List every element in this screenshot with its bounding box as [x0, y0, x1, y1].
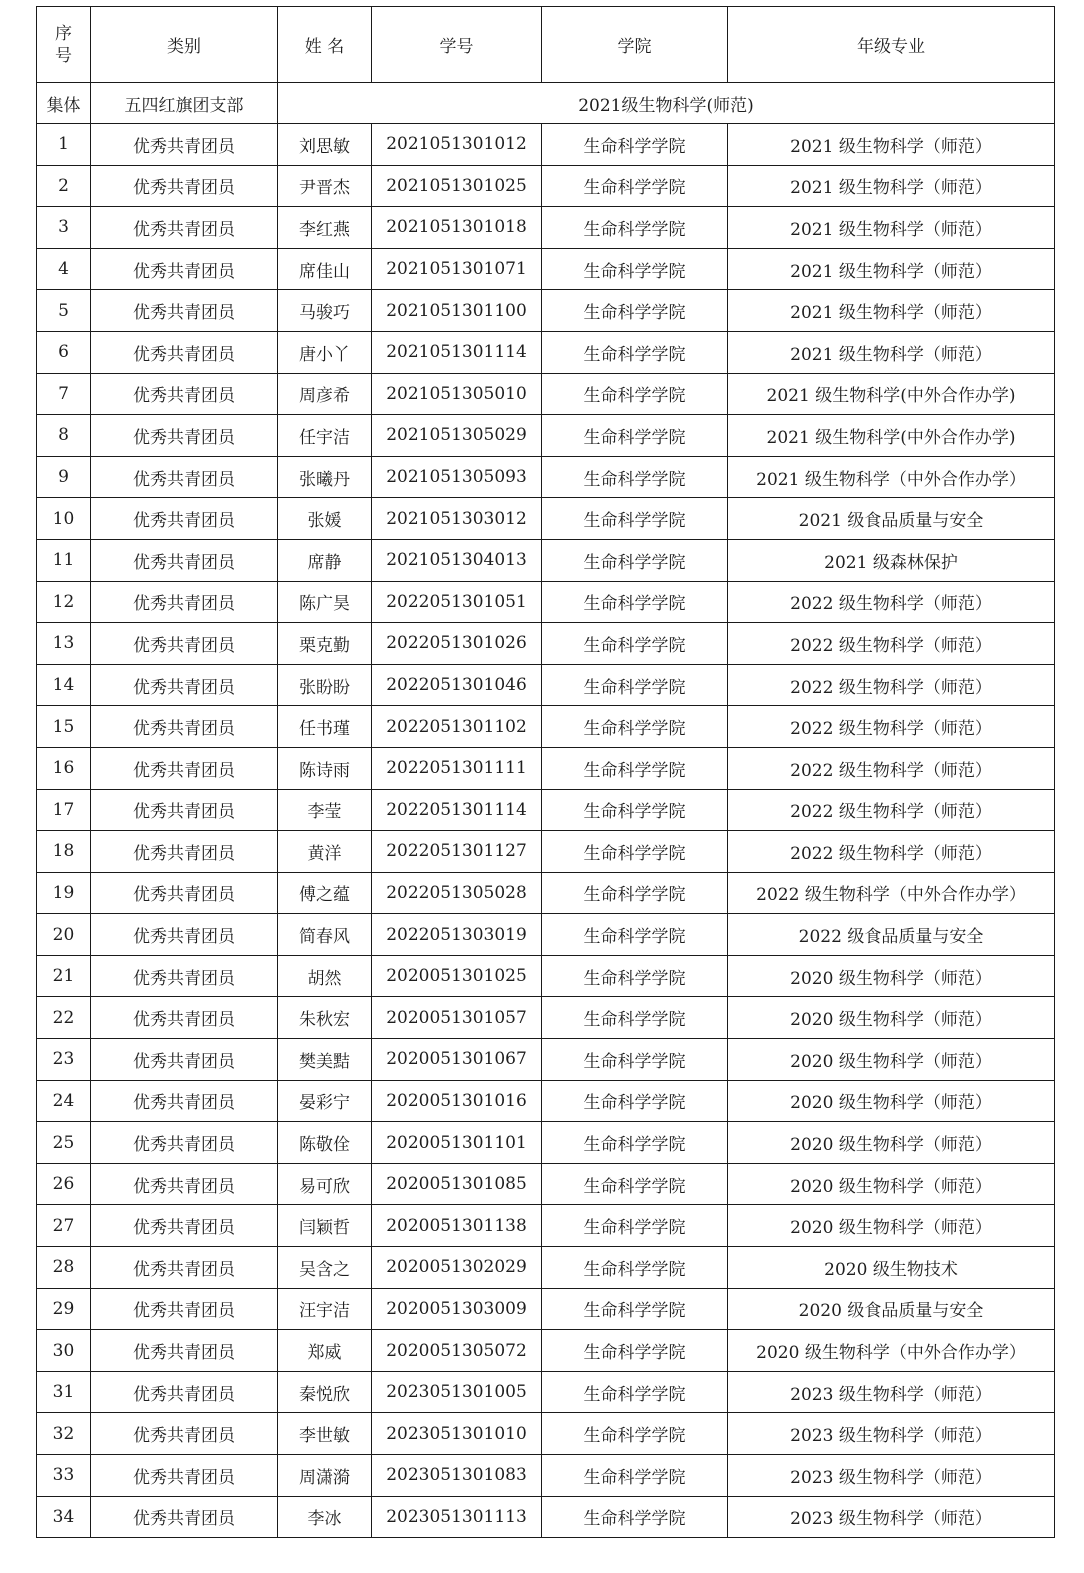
cell-student-id: 2020051301067	[372, 1039, 542, 1081]
cell-student-id: 2022051301051	[372, 581, 542, 623]
header-student-id: 学号	[372, 7, 542, 83]
cell-name: 马骏巧	[278, 290, 372, 332]
cell-category: 优秀共青团员	[91, 1247, 278, 1289]
cell-name: 李红燕	[278, 207, 372, 249]
cell-student-id: 2022051301127	[372, 831, 542, 873]
cell-grade-major: 2023 级生物科学（师范）	[728, 1455, 1055, 1497]
table-row	[37, 1330, 1055, 1372]
collective-unit: 2021级生物科学(师范)	[278, 83, 1055, 124]
cell-category: 优秀共青团员	[91, 1371, 278, 1413]
cell-grade-major: 2020 级生物科学（师范）	[728, 1080, 1055, 1122]
cell-category: 优秀共青团员	[91, 914, 278, 956]
cell-category: 优秀共青团员	[91, 207, 278, 249]
cell-student-id: 2023051301113	[372, 1496, 542, 1538]
cell-seq: 20	[37, 914, 91, 956]
cell-name: 李冰	[278, 1496, 372, 1538]
table-row	[37, 789, 1055, 831]
cell-grade-major: 2022 级生物科学（师范）	[728, 706, 1055, 748]
cell-seq: 6	[37, 331, 91, 373]
header-row	[37, 7, 1055, 83]
cell-seq: 19	[37, 872, 91, 914]
cell-seq: 12	[37, 581, 91, 623]
table-body	[37, 83, 1055, 1538]
cell-student-id: 2021051301018	[372, 207, 542, 249]
honor-list-document	[36, 6, 1055, 1538]
table-row	[37, 1205, 1055, 1247]
cell-seq: 10	[37, 498, 91, 540]
cell-grade-major: 2022 级生物科学（师范）	[728, 789, 1055, 831]
cell-category: 优秀共青团员	[91, 664, 278, 706]
table-row	[37, 1247, 1055, 1289]
cell-grade-major: 2021 级生物科学（师范）	[728, 165, 1055, 207]
table-row	[37, 1288, 1055, 1330]
table-row	[37, 165, 1055, 207]
cell-college: 生命科学学院	[542, 415, 728, 457]
cell-category: 优秀共青团员	[91, 331, 278, 373]
table-row	[37, 290, 1055, 332]
cell-grade-major: 2020 级生物科学（师范）	[728, 997, 1055, 1039]
cell-college: 生命科学学院	[542, 1080, 728, 1122]
cell-college: 生命科学学院	[542, 1330, 728, 1372]
table-row	[37, 331, 1055, 373]
cell-grade-major: 2022 级生物科学（师范）	[728, 831, 1055, 873]
table-row	[37, 373, 1055, 415]
cell-name: 郑威	[278, 1330, 372, 1372]
cell-grade-major: 2021 级生物科学（师范）	[728, 207, 1055, 249]
cell-seq: 26	[37, 1163, 91, 1205]
cell-student-id: 2023051301005	[372, 1371, 542, 1413]
table-row	[37, 1039, 1055, 1081]
cell-name: 易可欣	[278, 1163, 372, 1205]
cell-category: 优秀共青团员	[91, 415, 278, 457]
header-name: 姓 名	[278, 7, 372, 83]
cell-student-id: 2021051301025	[372, 165, 542, 207]
cell-college: 生命科学学院	[542, 789, 728, 831]
cell-category: 优秀共青团员	[91, 498, 278, 540]
cell-grade-major: 2020 级食品质量与安全	[728, 1288, 1055, 1330]
cell-category: 优秀共青团员	[91, 1122, 278, 1164]
cell-college: 生命科学学院	[542, 498, 728, 540]
cell-college: 生命科学学院	[542, 997, 728, 1039]
header-grade-major: 年级专业	[728, 7, 1055, 83]
table-row	[37, 539, 1055, 581]
cell-category: 优秀共青团员	[91, 1330, 278, 1372]
cell-student-id: 2022051301102	[372, 706, 542, 748]
table-row	[37, 248, 1055, 290]
cell-name: 任书瑾	[278, 706, 372, 748]
table-row	[37, 955, 1055, 997]
cell-student-id: 2023051301083	[372, 1455, 542, 1497]
cell-student-id: 2021051301100	[372, 290, 542, 332]
cell-student-id: 2020051301057	[372, 997, 542, 1039]
cell-seq: 4	[37, 248, 91, 290]
cell-name: 张曦丹	[278, 456, 372, 498]
cell-grade-major: 2023 级生物科学（师范）	[728, 1413, 1055, 1455]
cell-category: 优秀共青团员	[91, 456, 278, 498]
table-row	[37, 581, 1055, 623]
collective-row	[37, 83, 1055, 124]
cell-college: 生命科学学院	[542, 955, 728, 997]
cell-name: 晏彩宁	[278, 1080, 372, 1122]
cell-student-id: 2021051303012	[372, 498, 542, 540]
table-row	[37, 1080, 1055, 1122]
header-category: 类别	[91, 7, 278, 83]
table-row	[37, 831, 1055, 873]
table-row	[37, 124, 1055, 166]
cell-student-id: 2020051303009	[372, 1288, 542, 1330]
cell-grade-major: 2020 级生物科学（师范）	[728, 1163, 1055, 1205]
cell-category: 优秀共青团员	[91, 1455, 278, 1497]
collective-label: 集体	[37, 83, 91, 124]
cell-seq: 16	[37, 747, 91, 789]
table-row	[37, 456, 1055, 498]
cell-seq: 5	[37, 290, 91, 332]
cell-grade-major: 2022 级生物科学（师范）	[728, 581, 1055, 623]
cell-name: 尹晋杰	[278, 165, 372, 207]
honor-list-table	[36, 6, 1055, 1538]
cell-name: 闫颖哲	[278, 1205, 372, 1247]
cell-college: 生命科学学院	[542, 1413, 728, 1455]
table-row	[37, 747, 1055, 789]
cell-seq: 14	[37, 664, 91, 706]
table-header	[37, 7, 1055, 83]
cell-student-id: 2022051301111	[372, 747, 542, 789]
cell-name: 陈广昊	[278, 581, 372, 623]
cell-college: 生命科学学院	[542, 456, 728, 498]
table-row	[37, 1122, 1055, 1164]
cell-grade-major: 2021 级生物科学(中外合作办学)	[728, 373, 1055, 415]
cell-college: 生命科学学院	[542, 914, 728, 956]
cell-name: 陈敬佺	[278, 1122, 372, 1164]
table-row	[37, 415, 1055, 457]
table-row	[37, 623, 1055, 665]
cell-grade-major: 2021 级生物科学（师范）	[728, 331, 1055, 373]
cell-seq: 8	[37, 415, 91, 457]
table-row	[37, 1163, 1055, 1205]
cell-seq: 2	[37, 165, 91, 207]
table-row	[37, 1496, 1055, 1538]
cell-name: 陈诗雨	[278, 747, 372, 789]
cell-grade-major: 2021 级森林保护	[728, 539, 1055, 581]
table-row	[37, 207, 1055, 249]
cell-college: 生命科学学院	[542, 248, 728, 290]
cell-seq: 17	[37, 789, 91, 831]
cell-name: 栗克勤	[278, 623, 372, 665]
cell-student-id: 2021051305093	[372, 456, 542, 498]
header-seq-bottom: 号	[55, 45, 72, 66]
cell-college: 生命科学学院	[542, 706, 728, 748]
cell-college: 生命科学学院	[542, 1455, 728, 1497]
cell-category: 优秀共青团员	[91, 1205, 278, 1247]
table-row	[37, 1455, 1055, 1497]
cell-college: 生命科学学院	[542, 373, 728, 415]
cell-student-id: 2020051301138	[372, 1205, 542, 1247]
cell-student-id: 2021051305010	[372, 373, 542, 415]
table-row	[37, 498, 1055, 540]
cell-seq: 3	[37, 207, 91, 249]
cell-seq: 33	[37, 1455, 91, 1497]
cell-name: 吴含之	[278, 1247, 372, 1289]
cell-grade-major: 2021 级生物科学(中外合作办学)	[728, 415, 1055, 457]
cell-student-id: 2022051301046	[372, 664, 542, 706]
cell-seq: 28	[37, 1247, 91, 1289]
cell-college: 生命科学学院	[542, 1288, 728, 1330]
cell-grade-major: 2022 级生物科学（师范）	[728, 664, 1055, 706]
cell-name: 唐小丫	[278, 331, 372, 373]
cell-grade-major: 2020 级生物科学（中外合作办学）	[728, 1330, 1055, 1372]
cell-college: 生命科学学院	[542, 1205, 728, 1247]
table-row	[37, 1413, 1055, 1455]
cell-category: 优秀共青团员	[91, 373, 278, 415]
cell-name: 简春风	[278, 914, 372, 956]
cell-student-id: 2022051305028	[372, 872, 542, 914]
cell-college: 生命科学学院	[542, 831, 728, 873]
cell-seq: 13	[37, 623, 91, 665]
cell-name: 樊美黠	[278, 1039, 372, 1081]
cell-category: 优秀共青团员	[91, 581, 278, 623]
cell-grade-major: 2020 级生物科学（师范）	[728, 955, 1055, 997]
cell-category: 优秀共青团员	[91, 1080, 278, 1122]
cell-seq: 34	[37, 1496, 91, 1538]
cell-student-id: 2021051301071	[372, 248, 542, 290]
cell-name: 黄洋	[278, 831, 372, 873]
cell-category: 优秀共青团员	[91, 1288, 278, 1330]
cell-student-id: 2021051301114	[372, 331, 542, 373]
cell-category: 优秀共青团员	[91, 290, 278, 332]
collective-category: 五四红旗团支部	[91, 83, 278, 124]
cell-name: 张盼盼	[278, 664, 372, 706]
cell-student-id: 2021051305029	[372, 415, 542, 457]
cell-category: 优秀共青团员	[91, 1039, 278, 1081]
cell-category: 优秀共青团员	[91, 789, 278, 831]
cell-name: 胡然	[278, 955, 372, 997]
cell-college: 生命科学学院	[542, 290, 728, 332]
cell-student-id: 2022051303019	[372, 914, 542, 956]
cell-college: 生命科学学院	[542, 581, 728, 623]
cell-seq: 29	[37, 1288, 91, 1330]
cell-college: 生命科学学院	[542, 124, 728, 166]
cell-seq: 18	[37, 831, 91, 873]
cell-college: 生命科学学院	[542, 747, 728, 789]
cell-seq: 25	[37, 1122, 91, 1164]
cell-seq: 23	[37, 1039, 91, 1081]
table-row	[37, 1371, 1055, 1413]
cell-grade-major: 2021 级生物科学（师范）	[728, 124, 1055, 166]
cell-name: 刘思敏	[278, 124, 372, 166]
cell-seq: 9	[37, 456, 91, 498]
cell-category: 优秀共青团员	[91, 623, 278, 665]
cell-seq: 24	[37, 1080, 91, 1122]
cell-college: 生命科学学院	[542, 1122, 728, 1164]
cell-college: 生命科学学院	[542, 165, 728, 207]
cell-seq: 11	[37, 539, 91, 581]
cell-category: 优秀共青团员	[91, 831, 278, 873]
cell-student-id: 2021051304013	[372, 539, 542, 581]
cell-category: 优秀共青团员	[91, 539, 278, 581]
cell-college: 生命科学学院	[542, 331, 728, 373]
cell-student-id: 2020051302029	[372, 1247, 542, 1289]
cell-student-id: 2022051301026	[372, 623, 542, 665]
cell-name: 傅之蕴	[278, 872, 372, 914]
cell-grade-major: 2021 级生物科学（中外合作办学）	[728, 456, 1055, 498]
cell-name: 李莹	[278, 789, 372, 831]
cell-college: 生命科学学院	[542, 623, 728, 665]
cell-grade-major: 2021 级生物科学（师范）	[728, 290, 1055, 332]
cell-category: 优秀共青团员	[91, 955, 278, 997]
header-seq	[37, 7, 91, 83]
cell-category: 优秀共青团员	[91, 997, 278, 1039]
cell-student-id: 2020051301025	[372, 955, 542, 997]
cell-grade-major: 2021 级食品质量与安全	[728, 498, 1055, 540]
table-row	[37, 914, 1055, 956]
cell-college: 生命科学学院	[542, 207, 728, 249]
header-college: 学院	[542, 7, 728, 83]
cell-grade-major: 2023 级生物科学（师范）	[728, 1496, 1055, 1538]
cell-college: 生命科学学院	[542, 872, 728, 914]
cell-grade-major: 2023 级生物科学（师范）	[728, 1371, 1055, 1413]
cell-grade-major: 2022 级生物科学（中外合作办学）	[728, 872, 1055, 914]
cell-name: 李世敏	[278, 1413, 372, 1455]
cell-student-id: 2021051301012	[372, 124, 542, 166]
cell-student-id: 2023051301010	[372, 1413, 542, 1455]
cell-category: 优秀共青团员	[91, 1496, 278, 1538]
cell-student-id: 2020051301101	[372, 1122, 542, 1164]
cell-grade-major: 2020 级生物科学（师范）	[728, 1039, 1055, 1081]
cell-category: 优秀共青团员	[91, 124, 278, 166]
cell-grade-major: 2020 级生物科学（师范）	[728, 1122, 1055, 1164]
cell-student-id: 2020051301085	[372, 1163, 542, 1205]
cell-seq: 15	[37, 706, 91, 748]
cell-grade-major: 2022 级生物科学（师范）	[728, 623, 1055, 665]
cell-category: 优秀共青团员	[91, 706, 278, 748]
cell-grade-major: 2021 级生物科学（师范）	[728, 248, 1055, 290]
cell-college: 生命科学学院	[542, 664, 728, 706]
cell-name: 席佳山	[278, 248, 372, 290]
cell-name: 任宇洁	[278, 415, 372, 457]
cell-college: 生命科学学院	[542, 1039, 728, 1081]
table-row	[37, 872, 1055, 914]
cell-college: 生命科学学院	[542, 1371, 728, 1413]
cell-name: 席静	[278, 539, 372, 581]
cell-category: 优秀共青团员	[91, 165, 278, 207]
cell-student-id: 2020051305072	[372, 1330, 542, 1372]
cell-category: 优秀共青团员	[91, 872, 278, 914]
cell-student-id: 2022051301114	[372, 789, 542, 831]
cell-name: 张媛	[278, 498, 372, 540]
cell-college: 生命科学学院	[542, 1496, 728, 1538]
cell-seq: 7	[37, 373, 91, 415]
cell-name: 周彦希	[278, 373, 372, 415]
table-row	[37, 664, 1055, 706]
cell-grade-major: 2020 级生物技术	[728, 1247, 1055, 1289]
cell-college: 生命科学学院	[542, 1163, 728, 1205]
cell-grade-major: 2022 级生物科学（师范）	[728, 747, 1055, 789]
cell-seq: 30	[37, 1330, 91, 1372]
cell-name: 朱秋宏	[278, 997, 372, 1039]
cell-grade-major: 2022 级食品质量与安全	[728, 914, 1055, 956]
cell-grade-major: 2020 级生物科学（师范）	[728, 1205, 1055, 1247]
cell-name: 周潇漪	[278, 1455, 372, 1497]
cell-seq: 21	[37, 955, 91, 997]
cell-college: 生命科学学院	[542, 1247, 728, 1289]
header-seq-top: 序	[55, 23, 72, 44]
table-row	[37, 997, 1055, 1039]
cell-seq: 32	[37, 1413, 91, 1455]
cell-seq: 31	[37, 1371, 91, 1413]
cell-category: 优秀共青团员	[91, 248, 278, 290]
cell-college: 生命科学学院	[542, 539, 728, 581]
table-row	[37, 706, 1055, 748]
cell-category: 优秀共青团员	[91, 1163, 278, 1205]
cell-category: 优秀共青团员	[91, 747, 278, 789]
cell-category: 优秀共青团员	[91, 1413, 278, 1455]
cell-seq: 22	[37, 997, 91, 1039]
cell-student-id: 2020051301016	[372, 1080, 542, 1122]
cell-seq: 27	[37, 1205, 91, 1247]
cell-name: 汪宇洁	[278, 1288, 372, 1330]
cell-seq: 1	[37, 124, 91, 166]
cell-name: 秦悦欣	[278, 1371, 372, 1413]
